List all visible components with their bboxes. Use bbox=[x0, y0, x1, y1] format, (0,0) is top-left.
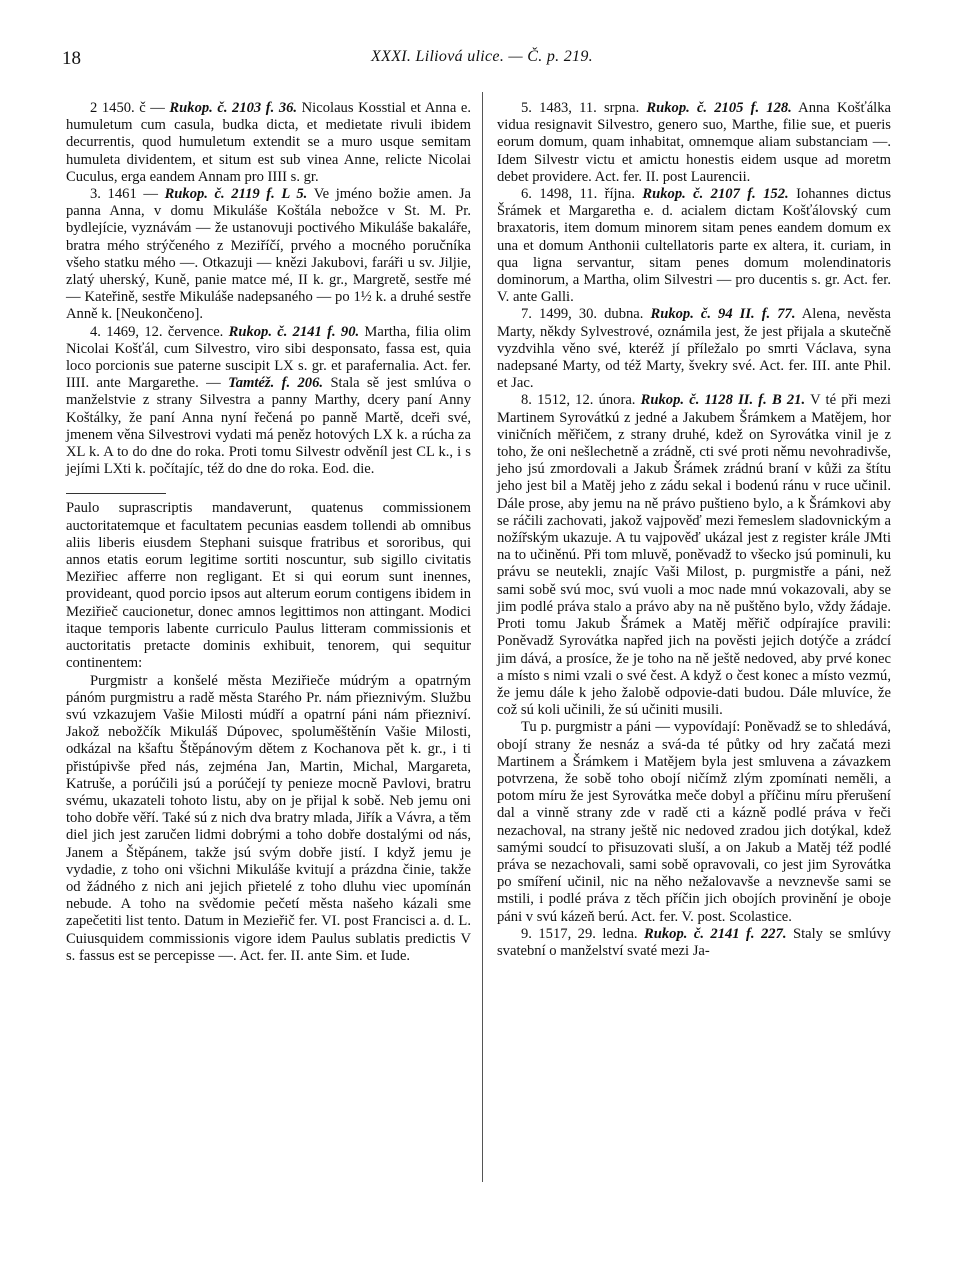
entry-text: V té při mezi Martinem Syrovátkú z jedné a Jakubem Šrámkem a Matějem, hor viničních měřičem, z strany druhé, kdež on Syrovátka vinil je z toho, že oni nešlechetně a zrádně, cti své proti němu nevohradivše, jeho jsú zmordovali a Jakub Šrámek zrádnú braní v kůži za štítu jeho jest bil a Matěj jeho z zádu sekal i bodenú ránu v ruce učinil. Dále prose, aby jemu na ně právo puštieno bylo, a k Šrámkovi aby se ráčili zachovati, jakož vajpověď mezi řemeslem sladovnickým a nožířským ukazuje. A tu vajpověď ukázal jest z register krále JMti na to učiněnú. Při tom mluvě, poněvadž to všecko jsú pominuli, ku právu se neutekli, znajíc Vaši Milost, p. purgmistře a páni, než sami sobě svú moc, svú vuoli a moc nade mnú vokazovali, aby se jim podlé práva stalo a právo aby na ně puštěno bylo, vždy žádaje. Proti tomu Jakub Šrámek a Matěj měřič odpírajíce pravili: Poněvadž Syrovátka napřed jich na pověsti jejich dotýče a zrádcí jim dává, a prosíce, že je toho na ně ještě nedoved, aby prvé konec a místo s nimi vzali o své čest. A když o čest konec a místo vezmú, že jemu dále k jeho žalobě odpovie-dati budou. Dále mluvíce, že což sú koli učinili, že sú učiniti musili. bbox=[497, 392, 891, 719]
footnote-separator bbox=[66, 493, 166, 494]
entry-lead: 5. 1483, 11. srpna. bbox=[521, 100, 640, 116]
entry-6 bbox=[497, 186, 891, 306]
entry-text: Martha, filia olim Nicolai Košťál, cum Silvestro, viro sibi desponsato, fassa est, quia loco porcionis sue paterne suscipit LX s. gr. et parafernalia. Act. fer. IIII. ante Margarethe. — bbox=[66, 323, 472, 392]
left-column bbox=[66, 100, 471, 965]
source-ref: Rukop. č. 2103 f. 36. bbox=[169, 100, 298, 116]
source-ref: Rukop. č. 94 II. f. 77. bbox=[650, 306, 796, 323]
entry-3 bbox=[66, 186, 471, 324]
entry-text: Staly se smlúvy svatební o manželství svaté mezi Ja- bbox=[497, 925, 891, 959]
source-ref: Rukop. č. 2141 f. 90. bbox=[228, 323, 360, 340]
entry-2 bbox=[66, 100, 471, 186]
entry-text-2: Stala sě jest smlúva o manželstvie z strany Silvestra a panny Marthy, dcery paní Anny Koštálky, že paní Anna nyní řečená po panně Martě, dceři své, jmenem věna Silvestrovi vydati má peněz hotových LX k. a rúcha za XL k. A to do dne do roka. Proti tomu Silvestr odvěníl jest CL k., i s jejími LXti k. počítajíc, též do dne do roka. Eod. die. bbox=[66, 375, 472, 478]
entry-lead: 4. 1469, 12. července. bbox=[90, 323, 224, 340]
entry-8-verdict: Tu p. purgmistr a páni — vypovídají: Poněvadž se to shledává, obojí strany že nesnáz a svá-da té půtky od hry začatá mezi Martinem a Šrámkem i Matějem byla jest smluvena a závazkem potvrzena, že sobě toho obojí ničímž zlým zpomínati neměli, a potom míru že jest Syrovátka meče dobyl a příčinu míru přerušení dal a vinně strany zde v radě cti a kázně podlé práva v řeči nezachoval, na strany ještě nic nedoved zradou jich dotýkal, kdež samými soudcí to přisuzovati sluší, a on Jakub a Matěj též podlé práva se nezachovali, sami sobě opravovali, co jest jim Syrovátka po smíření učinil, nic na něho nežalovavše a nevznevše sami se mstili, i podlé práva z těch příčin jich obojích provinění je oboje páni v svú kázeň berú. Act. fer. V. post. Scolastice. bbox=[497, 719, 891, 925]
source-ref-2: Tamtéž. f. 206. bbox=[228, 375, 324, 392]
source-ref: Rukop. č. 1128 II. f. B 21. bbox=[640, 392, 806, 409]
letter-text: Purgmistr a konšelé města Meziřieče múdrým a opatrným pánóm purgmistru a radě města Starého Pr. nám přieznivým. Službu svú vzkazujem Vašie Milosti múdří a opatrní páni nám přiezniví. Jakož nebožčík Mikuláš Dúpovec, spoluměštěnín Vašie Milosti, odkázal na kšaftu Štěpánovým dětem z Kochanova pět k. gr., i ti přistúpivše před nás, zejména Jan, Martin, Michal, Margareta, Katruše, a porúčili jsú a porúčejí ty penieze mocně Pavlovi, bratru svému, ukazateli tohoto listu, aby on je přijal k sobě. Neb jemu oni toho dobře věří. Také sú z nich dva bratry mlada, Jiřík a Vávra, a těm diel jich jest zaručen lidmi dobrými a toho dobře dostalými od nás, Janem a Štěpánem, takže jsú svým dobře jistí. I když jemu je vydadie, z toho oni všichni Mikuláše kvitují a prázdna činie, takže od žádného z nich ani jejich přietelé z toho dluhu viec upomínán nebude. A toho na svědomie pečetí města našeho kázali sme zapečetiti list tento. Datum in Mezieřič fer. VI. post Francisci a. d. L. Cuiusquidem commissionis vigore idem Paulus sublatis predictis V s. fassus est se percepisse —. Act. fer. II. ante Sim. et Iude. bbox=[66, 672, 471, 964]
source-ref: Rukop. č. 2119 f. L 5. bbox=[164, 186, 308, 203]
entry-text: Alena, nevěsta Marty, někdy Sylvestrové, oznámila jest, že jest přijala a skutečně vyzdvihla věno své, kteréž jí příležalo po smrti Václava, syna nadepsané Marty, od též Marty, švekry své. Act. fer. III. ante Phil. et Jac. bbox=[497, 306, 892, 392]
entry-lead: 6. 1498, 11. října. bbox=[521, 186, 636, 203]
entry-8 bbox=[497, 392, 891, 719]
entry-lead: 2 1450. č — bbox=[90, 100, 165, 116]
entry-9 bbox=[497, 926, 891, 960]
source-ref: Rukop. č. 2107 f. 152. bbox=[642, 186, 789, 203]
entry-5 bbox=[497, 100, 891, 186]
entry-lead: 7. 1499, 30. dubna. bbox=[521, 306, 644, 323]
entry-text: Nicolaus Kosstial et Anna e. humuletum cum casula, budka dicta, et medietate rivuli ibidem decurrentis, quod humuletum extendit se a muro usque semitam humuleta dividentem, et situm est sub vinea Anne, relicte Nicolai Cuculus, erga eandem Annam pro IIII s. gr. bbox=[66, 100, 472, 185]
page-header bbox=[62, 48, 902, 72]
source-ref: Rukop. č. 2141 f. 227. bbox=[644, 925, 787, 942]
entry-text: Iohannes dictus Šrámek et Margaretha e. d. acialem dictam Košťálovský cum braxatoris, item domum minorem sitam penes eandem domum ex una et domum Anthonii cultellatoris parte ex altera, it. curiam, in qua ligna servantur, sitam penes domum molendinatoris dominorum, a Martha, olim Silvestri — pro ducentis s. gr. Act. fer. V. ante Galli. bbox=[497, 186, 891, 306]
entry-lead: 8. 1512, 12. února. bbox=[521, 392, 636, 409]
continuation-text: Paulo suprascriptis mandaverunt, quatenus commissionem auctoritatemque et facultatem pecunias easdem tollendi ab omnibus aliis liberis eiusdem Stephani suisque fratribus et sororibus, qui annos etatis eorum legitime sortiti noscuntur, sub sigillo civitatis Meziřiec afferre non regligant. Et si qui eorum sunt inennes, provideant, quod porcio ipsos aut alterum eorum contigens ibidem in Meziřieč caucionetur, donec amnos legittimos non attingant. Modici itaque temporis labente curriculo Paulus litteram commissionis et auctoritatis pretacte dominis exhibuit, tenorem, qui sequitur continentem: bbox=[66, 500, 471, 672]
entry-lead: 3. 1461 — bbox=[90, 186, 158, 203]
entry-4 bbox=[66, 324, 471, 479]
right-column bbox=[497, 100, 891, 960]
source-ref: Rukop. č. 2105 f. 128. bbox=[646, 100, 792, 116]
entry-lead: 9. 1517, 29. ledna. bbox=[521, 925, 638, 942]
entry-text: Ve jméno božie amen. Ja panna Anna, v domu Mikuláše Koštála nebožce v St. M. Pr. bydlejície, vyznávám — že ustanovuji poctivého Mikuláše bakaláře, bratra mého strýčeného z Meziříčí, prvého a mocného poručníka všeho statku mého —. Otkazuji — knězi Jakubovi, faráři u sv. Jiljie, zlatý uherský, Kuně, panie matce mé, II k. gr., Margretě, sestře mé — Kateřině, sestře Mikuláše nadepsaného — po 1½ k. a druhé sestře Anně k. [Neukončeno]. bbox=[66, 186, 472, 323]
running-title: XXXI. Liliová ulice. — Č. p. 219. bbox=[371, 48, 593, 65]
column-divider bbox=[482, 92, 483, 1182]
entry-7 bbox=[497, 306, 891, 392]
entry-text: Anna Košťálka vidua resignavit Silvestro, genero suo, Marthe, filie sue, et pueris eorum domum, quam inhabitat, omnemque aliam substanciam —. Idem Silvestr victu et amictu honestis eidem usque ad moretm debet providere. Act. fer. II. post Laurencii. bbox=[497, 100, 892, 185]
page-number: 18 bbox=[62, 48, 81, 69]
